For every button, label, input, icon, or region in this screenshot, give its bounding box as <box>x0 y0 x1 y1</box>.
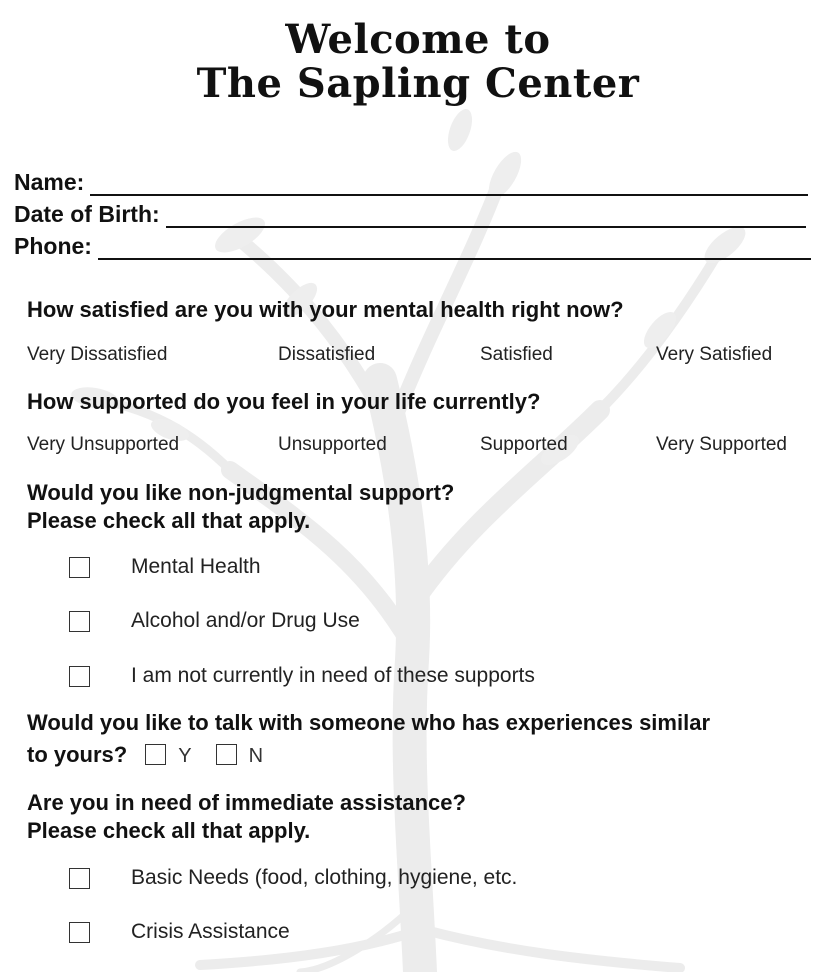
checkbox[interactable] <box>69 922 90 943</box>
dob-field <box>14 200 806 228</box>
yes-label: Y <box>178 745 192 767</box>
scale-option[interactable]: Very Dissatisfied <box>27 344 168 365</box>
phone-field <box>14 232 811 260</box>
checkbox[interactable] <box>69 868 90 889</box>
page-title-line1: Welcome to <box>285 16 551 63</box>
dob-input-line[interactable] <box>166 204 806 228</box>
checkbox-label: I am not currently in need of these supports <box>131 664 535 687</box>
scale-option[interactable]: Very Unsupported <box>27 434 180 455</box>
checkbox-item[interactable] <box>69 554 261 580</box>
dob-label: Date of Birth: <box>14 201 160 227</box>
support-scale <box>0 434 836 460</box>
no-checkbox[interactable] <box>216 744 237 765</box>
checkbox-item[interactable] <box>69 919 290 945</box>
question-peer-line1: Would you like to talk with someone who has experiences similar <box>27 710 710 735</box>
no-label: N <box>248 745 264 767</box>
checkbox-item[interactable] <box>69 663 535 689</box>
question-nonjudgmental-line1: Would you like non-judgmental support? <box>27 480 455 505</box>
scale-option[interactable]: Unsupported <box>278 434 387 455</box>
question-support: How supported do you feel in your life currently? <box>27 389 541 414</box>
checkbox[interactable] <box>69 557 90 578</box>
scale-option[interactable]: Satisfied <box>480 344 553 365</box>
question-peer-line2: to yours? <box>27 742 128 767</box>
checkbox-label: Mental Health <box>131 555 261 578</box>
scale-option[interactable]: Very Satisfied <box>656 344 773 365</box>
question-immediate-line2: Please check all that apply. <box>27 818 311 843</box>
page-title-line2: The Sapling Center <box>196 60 640 107</box>
name-label: Name: <box>14 169 85 195</box>
checkbox[interactable] <box>69 611 90 632</box>
checkbox-item[interactable] <box>69 608 360 634</box>
checkbox-item[interactable] <box>69 865 518 891</box>
scale-option[interactable]: Very Supported <box>656 434 787 455</box>
question-immediate-line1: Are you in need of immediate assistance? <box>27 790 466 815</box>
name-input-line[interactable] <box>90 172 808 196</box>
satisfaction-scale <box>0 344 836 370</box>
checkbox[interactable] <box>69 666 90 687</box>
question-satisfaction: How satisfied are you with your mental health right now? <box>27 297 624 322</box>
yes-checkbox[interactable] <box>145 744 166 765</box>
phone-input-line[interactable] <box>98 236 811 260</box>
question-nonjudgmental-line2: Please check all that apply. <box>27 508 311 533</box>
checkbox-label: Alcohol and/or Drug Use <box>131 609 360 632</box>
phone-label: Phone: <box>14 233 92 259</box>
question-peer-line2-row <box>27 739 263 772</box>
scale-option[interactable]: Dissatisfied <box>278 344 376 365</box>
name-field <box>14 168 808 196</box>
checkbox-label: Crisis Assistance <box>131 920 290 943</box>
checkbox-label: Basic Needs (food, clothing, hygiene, etc. <box>131 866 518 889</box>
scale-option[interactable]: Supported <box>480 434 568 455</box>
